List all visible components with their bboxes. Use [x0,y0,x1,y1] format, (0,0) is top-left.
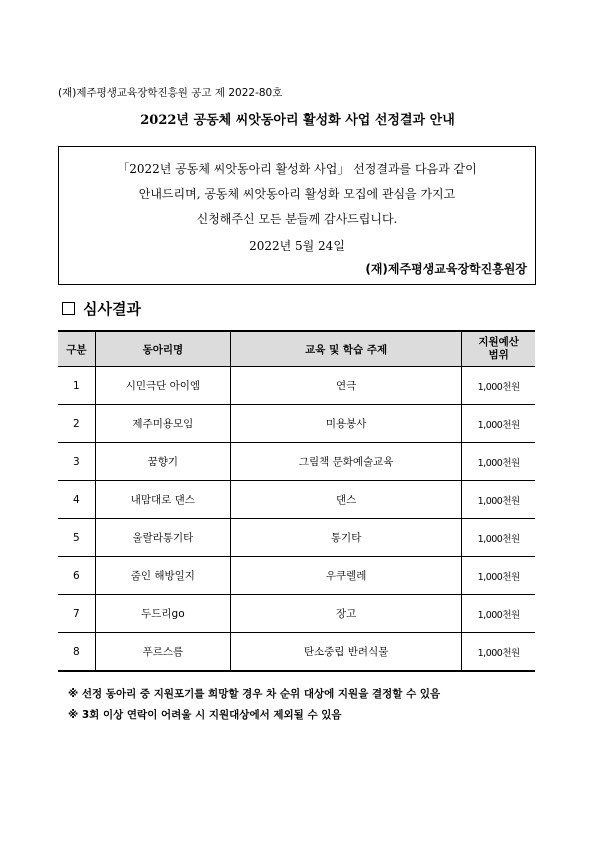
cell-no: 7 [58,595,95,633]
cell-budget: 1,000천원 [462,367,535,405]
announcement-line-3: 신청해주신 모든 분들께 감사드립니다. [196,212,398,226]
header-topic: 교육 및 학습 주제 [230,331,461,367]
table-row [58,481,535,519]
header-budget: 지원예산 범위 [462,331,535,367]
cell-no: 8 [58,633,95,672]
cell-topic: 그림책 문화예술교육 [230,443,461,481]
table-row [58,557,535,595]
cell-club-name: 두드리go [95,595,230,633]
cell-no: 3 [58,443,95,481]
cell-no: 6 [58,557,95,595]
page-title: 2022년 공동체 씨앗동아리 활성화 사업 선정결과 안내 [140,113,455,128]
cell-club-name: 제주미용모임 [95,405,230,443]
cell-no: 5 [58,519,95,557]
cell-budget: 1,000천원 [462,633,535,672]
table-header-row [58,331,535,367]
cell-budget: 1,000천원 [462,443,535,481]
header-club-name: 동아리명 [95,331,230,367]
announcement-date: 2022년 5월 24일 [249,239,345,253]
cell-budget: 1,000천원 [462,481,535,519]
issuer-name: (재)제주평생교육장학진흥원장 [365,262,527,276]
announcement-line-1: 「2022년 공동체 씨앗동아리 활성화 사업」 선정결과를 다음과 같이 [117,162,477,176]
table-row [58,443,535,481]
cell-topic: 연극 [230,367,461,405]
cell-topic: 통기타 [230,519,461,557]
section-title: 심사결과 [83,300,141,318]
cell-topic: 탄소중립 반려식물 [230,633,461,672]
notice-number: (재)제주평생교육장학진흥원 공고 제 2022-80호 [58,87,283,99]
cell-budget: 1,000천원 [462,595,535,633]
cell-club-name: 울랄라통기타 [95,519,230,557]
cell-budget: 1,000천원 [462,405,535,443]
results-table [58,330,535,672]
announcement-box [58,146,536,285]
cell-topic: 미용봉사 [230,405,461,443]
table-row [58,633,535,672]
cell-club-name: 꿈향기 [95,443,230,481]
cell-topic: 댄스 [230,481,461,519]
table-row [58,367,535,405]
note-1: ※ 선정 동아리 중 지원포기를 희망할 경우 차 순위 대상에 지원을 결정할 수 있음 [68,688,441,700]
table-row [58,595,535,633]
section-heading [62,298,141,319]
checkbox-square-icon [62,302,75,315]
cell-club-name: 시민극단 아이엠 [95,367,230,405]
cell-topic: 우쿠렐레 [230,557,461,595]
cell-club-name: 줌인 해방일지 [95,557,230,595]
cell-club-name: 푸르스름 [95,633,230,672]
cell-club-name: 내맘대로 댄스 [95,481,230,519]
notes [68,686,440,728]
header-no: 구분 [58,331,95,367]
announcement-line-2: 안내드리며, 공동체 씨앗동아리 활성화 모집에 관심을 가지고 [138,187,456,201]
cell-topic: 장고 [230,595,461,633]
table-row [58,519,535,557]
cell-no: 4 [58,481,95,519]
cell-no: 2 [58,405,95,443]
cell-budget: 1,000천원 [462,557,535,595]
note-2: ※ 3회 이상 연락이 어려울 시 지원대상에서 제외될 수 있음 [68,709,342,721]
cell-no: 1 [58,367,95,405]
cell-budget: 1,000천원 [462,519,535,557]
table-row [58,405,535,443]
